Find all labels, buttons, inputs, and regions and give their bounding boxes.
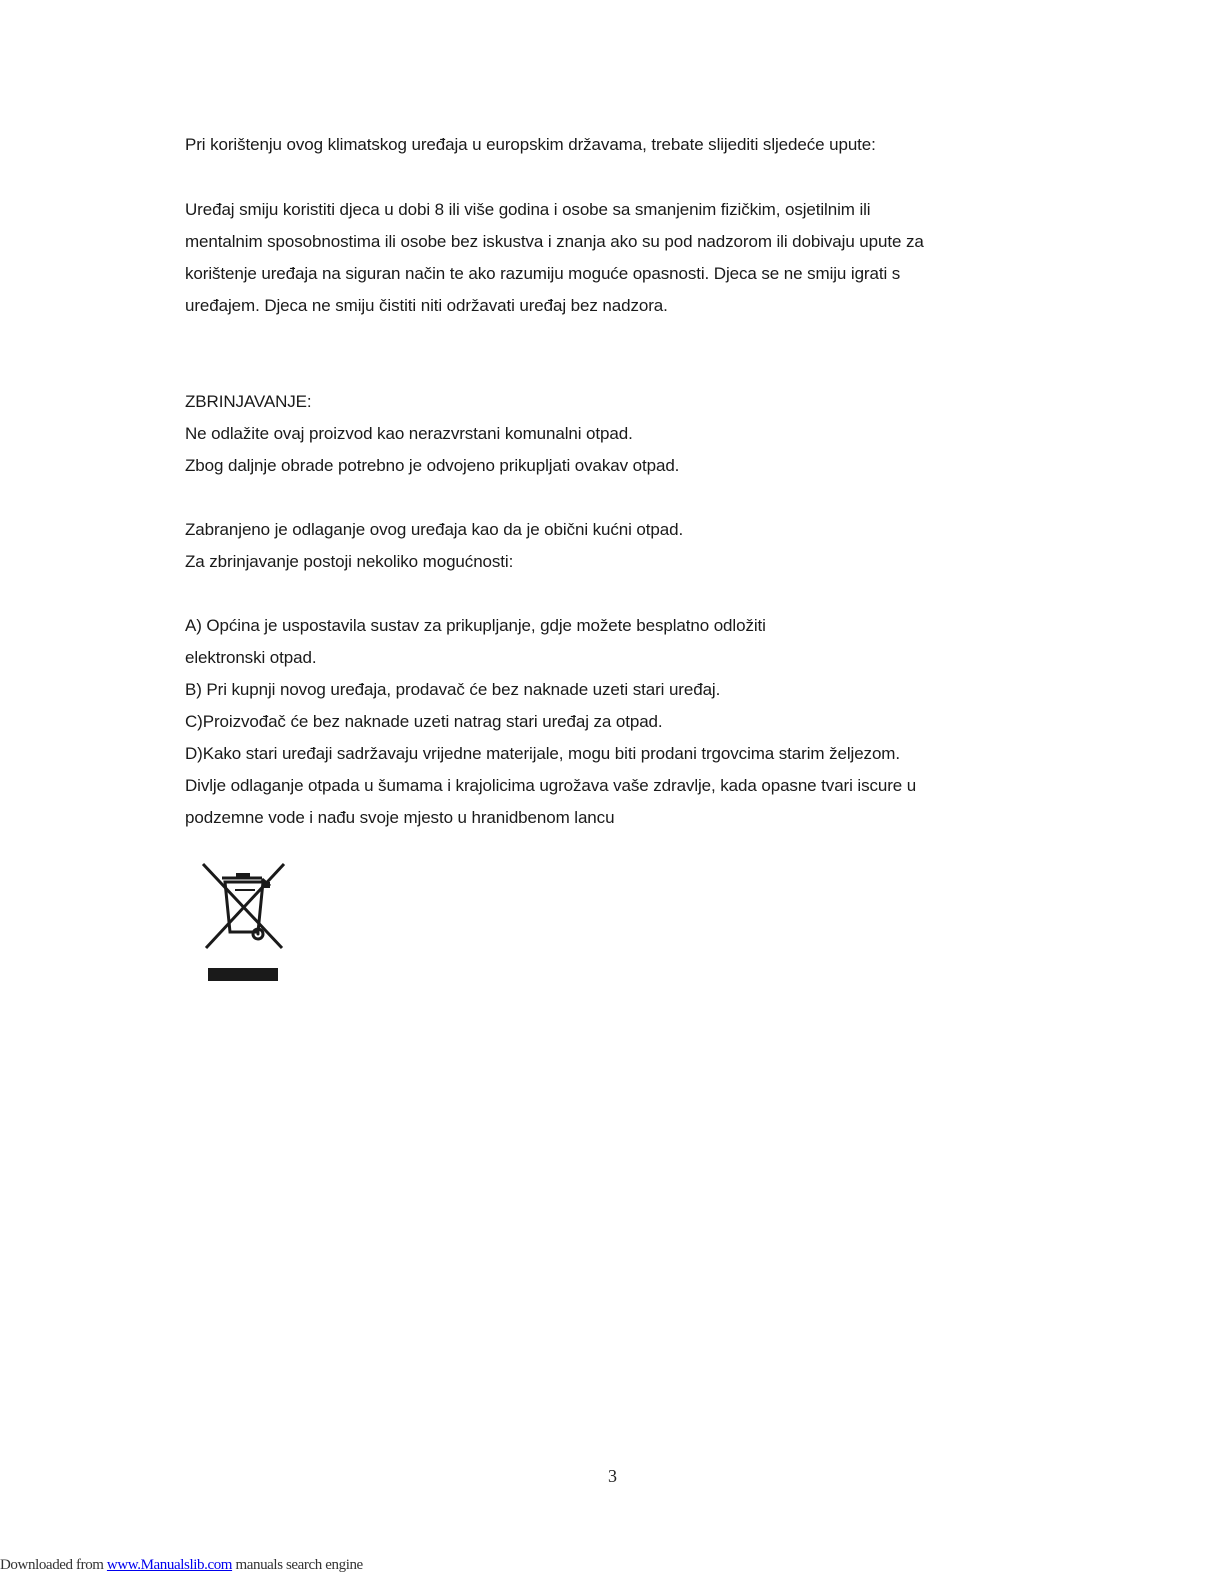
- prohibition-line: Zabranjeno je odlaganje ovog uređaja kao da je obični kućni otpad.: [185, 520, 684, 539]
- safety-line: mentalnim sposobnostima ili osobe bez iskustva i znanja ako su pod nadzorom ili dobivaju upute za: [185, 232, 924, 251]
- disposal-heading: ZBRINJAVANJE:: [185, 392, 312, 411]
- crossed-out-wheelie-bin-icon: [200, 862, 290, 987]
- intro-text: Pri korištenju ovog klimatskog uređaja u europskim državama, trebate slijediti sljedeće upute:: [185, 135, 876, 154]
- page-number: 3: [608, 1466, 617, 1486]
- download-footer: [0, 1557, 363, 1574]
- option-line: C)Proizvođač će bez naknade uzeti natrag stari uređaj za otpad.: [185, 712, 663, 731]
- footer-suffix: manuals search engine: [235, 1557, 363, 1573]
- option-line: podzemne vode i nađu svoje mjesto u hranidbenom lancu: [185, 808, 615, 827]
- option-line: D)Kako stari uređaji sadržavaju vrijedne materijale, mogu biti prodani trgovcima starim željezom.: [185, 744, 900, 763]
- prohibition-line: Za zbrinjavanje postoji nekoliko mogućnosti:: [185, 552, 514, 571]
- manualslib-link[interactable]: www.Manualslib.com: [106, 1557, 233, 1573]
- safety-line: Uređaj smiju koristiti djeca u dobi 8 ili više godina i osobe sa smanjenim fizičkim, osjetilnim ili: [185, 200, 871, 219]
- option-line: B) Pri kupnji novog uređaja, prodavač će bez naknade uzeti stari uređaj.: [185, 680, 721, 699]
- option-line: A) Općina je uspostavila sustav za prikupljanje, gdje možete besplatno odložiti: [185, 616, 766, 635]
- safety-line: uređajem. Djeca ne smiju čistiti niti održavati uređaj bez nadzora.: [185, 296, 668, 315]
- disposal-line: Ne odlažite ovaj proizvod kao nerazvrstani komunalni otpad.: [185, 424, 633, 443]
- safety-line: korištenje uređaja na siguran način te ako razumiju moguće opasnosti. Djeca se ne smiju igrati s: [185, 264, 901, 283]
- disposal-line: Zbog daljnje obrade potrebno je odvojeno prikupljati ovakav otpad.: [185, 456, 680, 475]
- option-line: Divlje odlaganje otpada u šumama i krajolicima ugrožava vaše zdravlje, kada opasne tvari iscure u: [185, 776, 917, 795]
- footer-prefix: Downloaded from: [0, 1557, 104, 1573]
- option-line: elektronski otpad.: [185, 648, 317, 667]
